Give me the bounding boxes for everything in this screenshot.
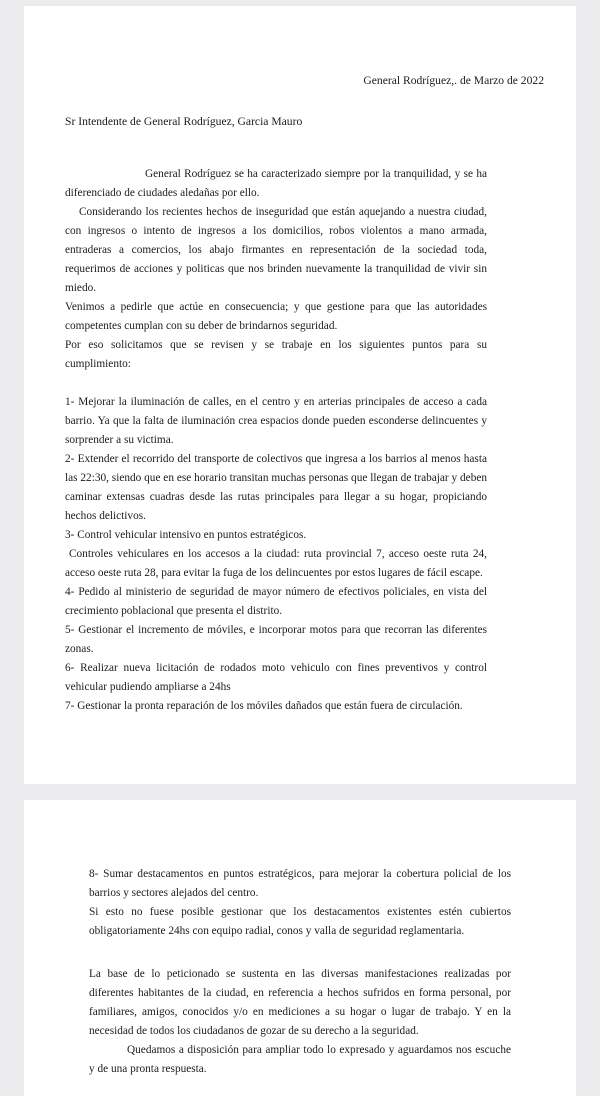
letter-addressee: Sr Intendente de General Rodríguez, Garcia Mauro: [65, 115, 303, 128]
letter-body-page-1: [65, 165, 487, 716]
venimos-paragraph: Venimos a pedirle que actúe en consecuencia; y que gestione para que las autoridades competentes cumplan con su deber de brindarnos seguridad.: [65, 301, 487, 332]
paragraph-gap: [65, 374, 487, 393]
considerando-paragraph: Considerando los recientes hechos de inseguridad que están aquejando a nuestra ciudad, con ingresos o intento de ingresos a los domicilios, robos violentos a mano armada, entraderas a comercios, los abajo firmantes en representación de la sociedad toda, requerimos de acciones y politicas que nos brinden nuevamente la tranquilidad de vivir sin miedo.: [65, 206, 487, 294]
intro-paragraph: General Rodríguez se ha caracterizado siempre por la tranquilidad, y se ha diferenciado de ciudades aledañas por ello.: [65, 168, 487, 199]
point-6: 6- Realizar nueva licitación de rodados moto vehiculo con fines preventivos y control vehicular pudiendo ampliarse a 24hs: [65, 662, 487, 693]
letter-body-page-2: [89, 865, 511, 1079]
point-4: 4- Pedido al ministerio de seguridad de mayor número de efectivos policiales, en vista del crecimiento poblacional que presenta el distrito.: [65, 586, 487, 617]
alternative-paragraph: Si esto no fuese posible gestionar que los destacamentos existentes estén cubiertos obligatoriamente 24hs con equipo radial, conos y valla de seguridad reglamentaria.: [89, 906, 511, 937]
basis-paragraph: La base de lo peticionado se sustenta en las diversas manifestaciones realizadas por diferentes habitantes de la ciudad, en referencia a hechos sufridos en forma personal, por familiares, amigos, conocidos y/o en mediciones a su hogar o lugar de trabajo. Y en la necesidad de todos los ciudadanos de gozar de su derecho a la seguridad.: [89, 968, 511, 1037]
point-3: 3- Control vehicular intensivo en puntos estratégicos.: [65, 529, 307, 541]
point-7: 7- Gestionar la pronta reparación de los móviles dañados que están fuera de circulación.: [65, 700, 463, 712]
letter-date: General Rodríguez,. de Marzo de 2022: [363, 74, 544, 87]
closing-paragraph: Quedamos a disposición para ampliar todo lo expresado y aguardamos nos escuche y de una pronta respuesta.: [89, 1044, 511, 1075]
point-5: 5- Gestionar el incremento de móviles, e incorporar motos para que recorran las diferentes zonas.: [65, 624, 487, 655]
point-1: 1- Mejorar la iluminación de calles, en el centro y en arterias principales de acceso a cada barrio. Ya que la falta de iluminación crea espacios donde pueden esconderse delincuentes y sorprender a su victima.: [65, 396, 487, 446]
point-8: 8- Sumar destacamentos en puntos estratégicos, para mejorar la cobertura policial de los barrios y sectores alejados del centro.: [89, 868, 511, 899]
point-2: 2- Extender el recorrido del transporte de colectivos que ingresa a los barrios al menos hasta las 22:30, siendo que en ese horario transitan muchas personas que llegan de trabajar y deben caminar extensas cuadras desde las rutas principales para llegar a su hogar, propiciando hechos delictivos.: [65, 453, 487, 522]
paragraph-gap: [89, 941, 511, 965]
point-3-detail: Controles vehiculares en los accesos a la ciudad: ruta provincial 7, acceso oeste ruta 24, acceso oeste ruta 28, para evitar la fuga de los delincuentes por estos lugares de fácil escape.: [65, 548, 487, 579]
request-paragraph: Por eso solicitamos que se revisen y se trabaje en los siguientes puntos para su cumplimiento:: [65, 339, 487, 370]
